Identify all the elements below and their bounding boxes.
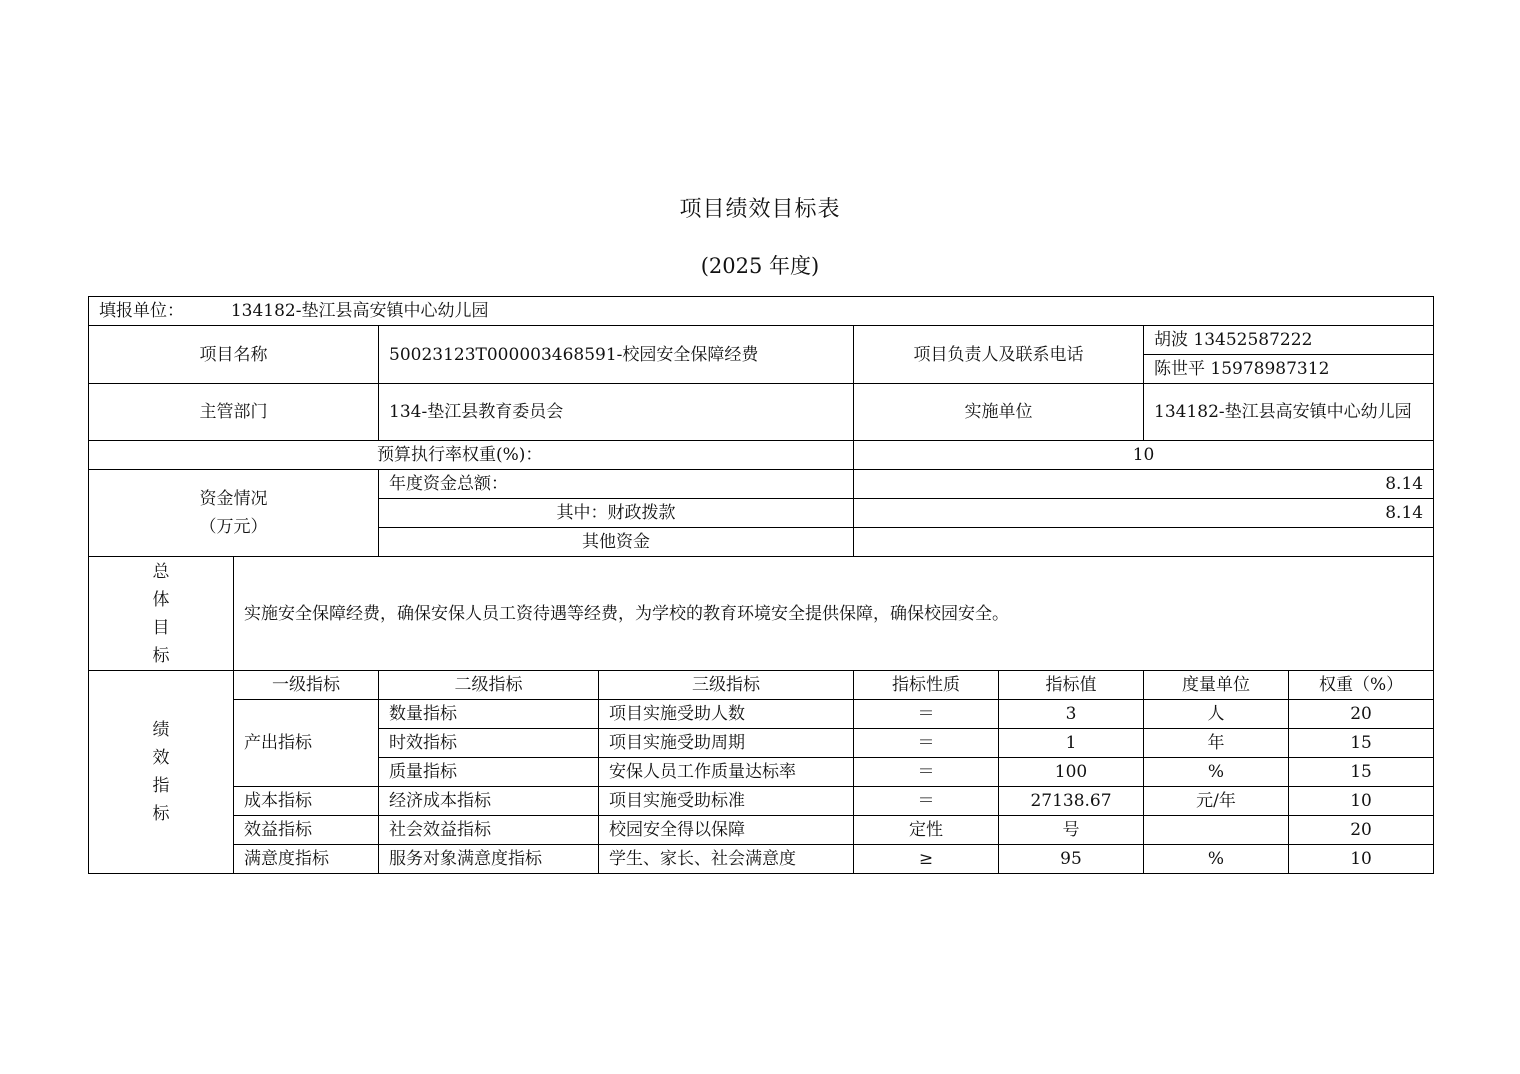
funds-total-label: 年度资金总额： xyxy=(379,470,854,499)
funds-fiscal-value: 8.14 xyxy=(854,499,1434,528)
row-l3: 校园安全得以保障 xyxy=(599,816,854,845)
budget-rate-value: 10 xyxy=(854,441,1434,470)
row-l2: 质量指标 xyxy=(379,758,599,787)
fill-unit-value: 134182-垫江县高安镇中心幼儿园 xyxy=(230,301,489,321)
row-nature: 定性 xyxy=(854,816,999,845)
row-l3: 安保人员工作质量达标率 xyxy=(599,758,854,787)
dept-label: 主管部门 xyxy=(89,384,379,441)
goal-char-1: 总 xyxy=(152,561,170,582)
funds-label-cell xyxy=(89,470,379,557)
row-weight: 20 xyxy=(1289,700,1434,729)
table-row xyxy=(89,816,1434,845)
funds-other-label: 其他资金 xyxy=(379,528,854,557)
row-nature: ＝ xyxy=(854,758,999,787)
page-subtitle: (2025 年度) xyxy=(700,254,820,278)
overall-goal-label xyxy=(89,557,234,671)
dept-value: 134-垫江县教育委员会 xyxy=(379,384,854,441)
table-row xyxy=(89,700,1434,729)
row-l2: 时效指标 xyxy=(379,729,599,758)
goal-char-4: 标 xyxy=(152,645,170,666)
header-level3: 三级指标 xyxy=(599,671,854,700)
funds-other-value xyxy=(854,528,1434,557)
budget-rate-label: 预算执行率权重(%)： xyxy=(89,441,854,470)
row-l2: 社会效益指标 xyxy=(379,816,599,845)
manager-label: 项目负责人及联系电话 xyxy=(854,326,1144,384)
project-name-value: 50023123T000003468591-校园安全保障经费 xyxy=(379,326,854,384)
manager-contact-2: 陈世平 15978987312 xyxy=(1144,355,1434,384)
perf-label xyxy=(89,671,234,874)
header-level1: 一级指标 xyxy=(234,671,379,700)
row-l2: 经济成本指标 xyxy=(379,787,599,816)
impl-unit-value: 134182-垫江县高安镇中心幼儿园 xyxy=(1144,384,1434,441)
table-row xyxy=(89,787,1434,816)
row-nature: ≥ xyxy=(854,845,999,874)
row-l3: 项目实施受助周期 xyxy=(599,729,854,758)
row-value: 号 xyxy=(999,816,1144,845)
perf-char-3: 指 xyxy=(152,776,170,796)
funds-total-value: 8.14 xyxy=(854,470,1434,499)
row-unit: % xyxy=(1144,758,1289,787)
row-unit xyxy=(1144,816,1289,845)
row-unit: 元/年 xyxy=(1144,787,1289,816)
row-nature: ＝ xyxy=(854,729,999,758)
row-l1: 效益指标 xyxy=(234,816,379,845)
manager-contact-1: 胡波 13452587222 xyxy=(1144,326,1434,355)
row-l2: 数量指标 xyxy=(379,700,599,729)
header-nature: 指标性质 xyxy=(854,671,999,700)
row-value: 1 xyxy=(999,729,1144,758)
perf-char-2: 效 xyxy=(152,748,170,768)
row-l2: 服务对象满意度指标 xyxy=(379,845,599,874)
overall-goal-text: 实施安全保障经费，确保安保人员工资待遇等经费，为学校的教育环境安全提供保障，确保校园安全。 xyxy=(234,557,1434,671)
row-value: 3 xyxy=(999,700,1144,729)
impl-unit-label: 实施单位 xyxy=(854,384,1144,441)
funds-unit-label: （万元） xyxy=(199,517,268,537)
page-title: 项目绩效目标表 xyxy=(679,197,841,222)
perf-char-1: 绩 xyxy=(152,720,170,740)
output-label: 产出指标 xyxy=(234,700,379,787)
goal-char-3: 目 xyxy=(152,617,170,638)
row-nature: ＝ xyxy=(854,700,999,729)
row-l3: 学生、家长、社会满意度 xyxy=(599,845,854,874)
header-unit: 度量单位 xyxy=(1144,671,1289,700)
fill-unit-cell xyxy=(89,297,1434,326)
header-weight: 权重（%） xyxy=(1289,671,1434,700)
row-weight: 10 xyxy=(1289,787,1434,816)
header-value: 指标值 xyxy=(999,671,1144,700)
row-weight: 15 xyxy=(1289,729,1434,758)
row-nature: ＝ xyxy=(854,787,999,816)
row-value: 95 xyxy=(999,845,1144,874)
row-l1: 满意度指标 xyxy=(234,845,379,874)
funds-label: 资金情况 xyxy=(199,489,268,509)
row-unit: 年 xyxy=(1144,729,1289,758)
row-unit: 人 xyxy=(1144,700,1289,729)
row-weight: 15 xyxy=(1289,758,1434,787)
row-l3: 项目实施受助人数 xyxy=(599,700,854,729)
row-value: 100 xyxy=(999,758,1144,787)
header-level2: 二级指标 xyxy=(379,671,599,700)
project-name-label: 项目名称 xyxy=(89,326,379,384)
row-value: 27138.67 xyxy=(999,787,1144,816)
performance-table xyxy=(88,296,1434,874)
row-weight: 10 xyxy=(1289,845,1434,874)
perf-char-4: 标 xyxy=(152,804,170,824)
table-row xyxy=(89,845,1434,874)
row-weight: 20 xyxy=(1289,816,1434,845)
row-unit: % xyxy=(1144,845,1289,874)
fill-unit-label: 填报单位： xyxy=(99,301,184,321)
funds-fiscal-label: 其中：财政拨款 xyxy=(379,499,854,528)
row-l3: 项目实施受助标准 xyxy=(599,787,854,816)
goal-char-2: 体 xyxy=(152,589,170,610)
row-l1: 成本指标 xyxy=(234,787,379,816)
